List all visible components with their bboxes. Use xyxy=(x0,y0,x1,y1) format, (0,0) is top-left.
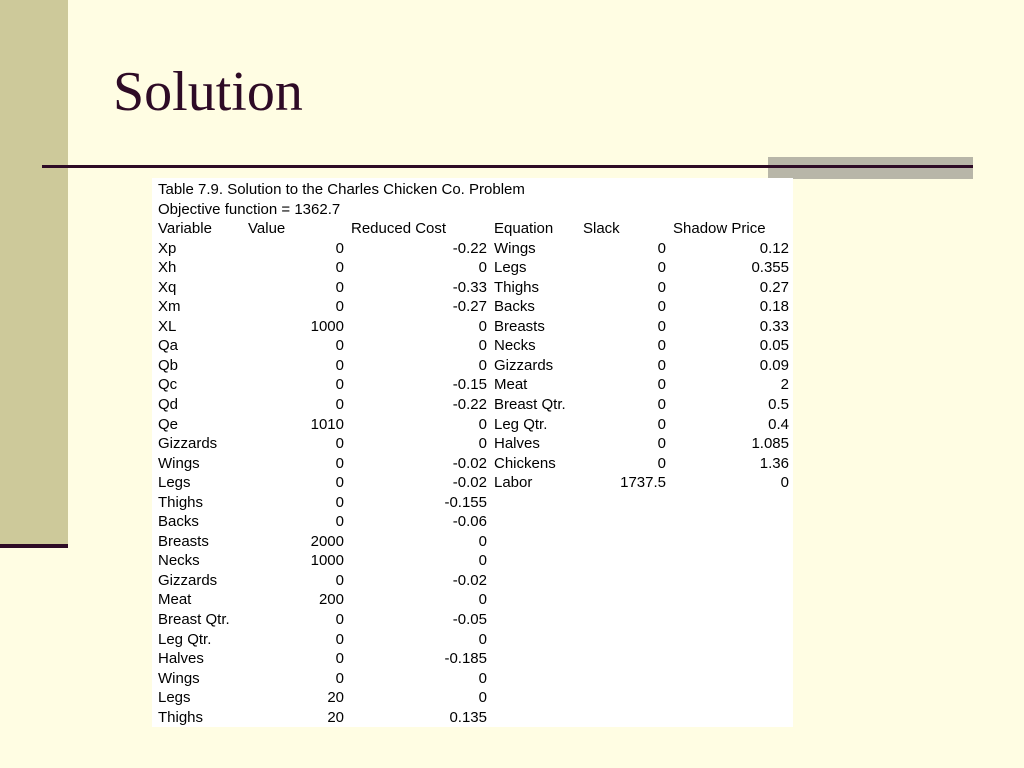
cell-reduced-cost: -0.15 xyxy=(452,376,487,394)
cell-value: 0 xyxy=(335,337,344,355)
cell-value: 0 xyxy=(335,278,344,296)
cell-value: 0 xyxy=(335,259,344,277)
cell-variable: Gizzards xyxy=(158,571,218,589)
cell-reduced-cost: 0 xyxy=(478,435,487,453)
cell-variable: Meat xyxy=(158,591,192,609)
cell-variable: Breasts xyxy=(158,532,209,550)
cell-value: 0 xyxy=(335,376,344,394)
cell-shadow-price: 0 xyxy=(780,474,789,492)
cell-slack: 0 xyxy=(657,454,666,472)
cell-equation: Labor xyxy=(494,474,533,492)
cell-value: 1010 xyxy=(310,415,344,433)
cell-slack: 0 xyxy=(657,298,666,316)
cell-variable: Thighs xyxy=(158,708,204,726)
cell-equation: Wings xyxy=(494,239,536,257)
cell-variable: Xq xyxy=(158,278,177,296)
cell-reduced-cost: 0 xyxy=(478,689,487,707)
cell-equation: Thighs xyxy=(494,278,540,296)
cell-shadow-price: 0.18 xyxy=(759,298,789,316)
cell-slack: 0 xyxy=(657,278,666,296)
cell-shadow-price: 0.33 xyxy=(759,317,789,335)
cell-shadow-price: 0.5 xyxy=(768,396,789,414)
cell-variable: Gizzards xyxy=(158,435,218,453)
cell-value: 0 xyxy=(335,650,344,668)
cell-value: 0 xyxy=(335,611,344,629)
header-variable: Variable xyxy=(158,220,212,238)
cell-equation: Gizzards xyxy=(494,356,554,374)
cell-value: 0 xyxy=(335,571,344,589)
cell-value: 200 xyxy=(318,591,344,609)
cell-reduced-cost: 0 xyxy=(478,415,487,433)
cell-reduced-cost: -0.06 xyxy=(452,513,487,531)
title-rule-block-line xyxy=(768,165,973,168)
cell-shadow-price: 0.05 xyxy=(759,337,789,355)
cell-shadow-price: 0.09 xyxy=(759,356,789,374)
cell-shadow-price: 1.085 xyxy=(751,435,789,453)
cell-equation: Backs xyxy=(494,298,535,316)
cell-value: 0 xyxy=(335,493,344,511)
cell-variable: Qb xyxy=(158,356,179,374)
cell-reduced-cost: 0 xyxy=(478,552,487,570)
cell-reduced-cost: -0.02 xyxy=(452,571,487,589)
cell-variable: Qc xyxy=(158,376,178,394)
cell-slack: 0 xyxy=(657,337,666,355)
cell-variable: Thighs xyxy=(158,493,204,511)
left-accent-bar xyxy=(0,0,68,545)
cell-reduced-cost: 0.135 xyxy=(449,708,487,726)
cell-value: 20 xyxy=(327,708,344,726)
cell-value: 0 xyxy=(335,669,344,687)
cell-slack: 0 xyxy=(657,396,666,414)
cell-variable: Halves xyxy=(158,650,204,668)
cell-reduced-cost: 0 xyxy=(478,591,487,609)
cell-slack: 1737.5 xyxy=(620,474,666,492)
cell-slack: 0 xyxy=(657,376,666,394)
cell-shadow-price: 0.27 xyxy=(759,278,789,296)
cell-variable: Xp xyxy=(158,239,177,257)
cell-reduced-cost: -0.02 xyxy=(452,454,487,472)
cell-slack: 0 xyxy=(657,415,666,433)
cell-reduced-cost: 0 xyxy=(478,259,487,277)
title-rule-block xyxy=(768,157,973,179)
cell-equation: Breasts xyxy=(494,317,545,335)
cell-value: 0 xyxy=(335,396,344,414)
cell-value: 0 xyxy=(335,454,344,472)
cell-variable: Backs xyxy=(158,513,199,531)
cell-variable: Xh xyxy=(158,259,177,277)
cell-value: 0 xyxy=(335,298,344,316)
cell-variable: Qa xyxy=(158,337,179,355)
cell-variable: XL xyxy=(158,317,177,335)
cell-shadow-price: 2 xyxy=(780,376,789,394)
cell-equation: Necks xyxy=(494,337,536,355)
cell-slack: 0 xyxy=(657,356,666,374)
cell-equation: Meat xyxy=(494,376,528,394)
header-slack: Slack xyxy=(583,220,620,238)
cell-reduced-cost: -0.05 xyxy=(452,611,487,629)
header-shadow-price: Shadow Price xyxy=(673,220,766,238)
cell-variable: Necks xyxy=(158,552,200,570)
cell-variable: Wings xyxy=(158,669,200,687)
cell-value: 0 xyxy=(335,513,344,531)
cell-value: 0 xyxy=(335,435,344,453)
header-equation: Equation xyxy=(494,220,554,238)
header-reduced-cost: Reduced Cost xyxy=(351,220,447,238)
cell-variable: Legs xyxy=(158,689,191,707)
cell-reduced-cost: -0.27 xyxy=(452,298,487,316)
cell-equation: Breast Qtr. xyxy=(494,396,566,414)
table-caption-text: Table 7.9. Solution to the Charles Chicken Co. Problem xyxy=(158,181,525,198)
cell-value: 0 xyxy=(335,474,344,492)
cell-equation: Leg Qtr. xyxy=(494,415,548,433)
cell-variable: Xm xyxy=(158,298,181,316)
cell-slack: 0 xyxy=(657,435,666,453)
cell-reduced-cost: 0 xyxy=(478,532,487,550)
cell-reduced-cost: -0.33 xyxy=(452,278,487,296)
cell-reduced-cost: -0.185 xyxy=(444,650,487,668)
cell-equation: Halves xyxy=(494,435,540,453)
cell-slack: 0 xyxy=(657,239,666,257)
objective-text: Objective function = 1362.7 xyxy=(158,200,341,218)
cell-reduced-cost: -0.22 xyxy=(452,396,487,414)
cell-shadow-price: 0.12 xyxy=(759,239,789,257)
cell-value: 0 xyxy=(335,239,344,257)
cell-variable: Leg Qtr. xyxy=(158,630,212,648)
cell-variable: Qe xyxy=(158,415,179,433)
cell-value: 0 xyxy=(335,630,344,648)
cell-variable: Breast Qtr. xyxy=(158,611,230,629)
cell-slack: 0 xyxy=(657,259,666,277)
cell-slack: 0 xyxy=(657,317,666,335)
cell-value: 1000 xyxy=(310,317,344,335)
cell-shadow-price: 1.36 xyxy=(759,454,789,472)
cell-reduced-cost: -0.02 xyxy=(452,474,487,492)
cell-equation: Legs xyxy=(494,259,527,277)
slide-title: Solution xyxy=(113,61,303,123)
cell-variable: Wings xyxy=(158,454,200,472)
cell-reduced-cost: 0 xyxy=(478,337,487,355)
cell-variable: Legs xyxy=(158,474,191,492)
cell-reduced-cost: 0 xyxy=(478,317,487,335)
cell-reduced-cost: -0.155 xyxy=(444,493,487,511)
cell-reduced-cost: 0 xyxy=(478,669,487,687)
cell-shadow-price: 0.4 xyxy=(768,415,789,433)
cell-shadow-price: 0.355 xyxy=(751,259,789,277)
cell-reduced-cost: 0 xyxy=(478,630,487,648)
cell-reduced-cost: -0.22 xyxy=(452,239,487,257)
cell-value: 1000 xyxy=(310,552,344,570)
header-value: Value xyxy=(248,220,286,238)
cell-value: 0 xyxy=(335,356,344,374)
cell-value: 20 xyxy=(327,689,344,707)
cell-variable: Qd xyxy=(158,396,179,414)
cell-value: 2000 xyxy=(310,532,344,550)
left-accent-line xyxy=(0,544,68,548)
cell-equation: Chickens xyxy=(494,454,556,472)
cell-reduced-cost: 0 xyxy=(478,356,487,374)
